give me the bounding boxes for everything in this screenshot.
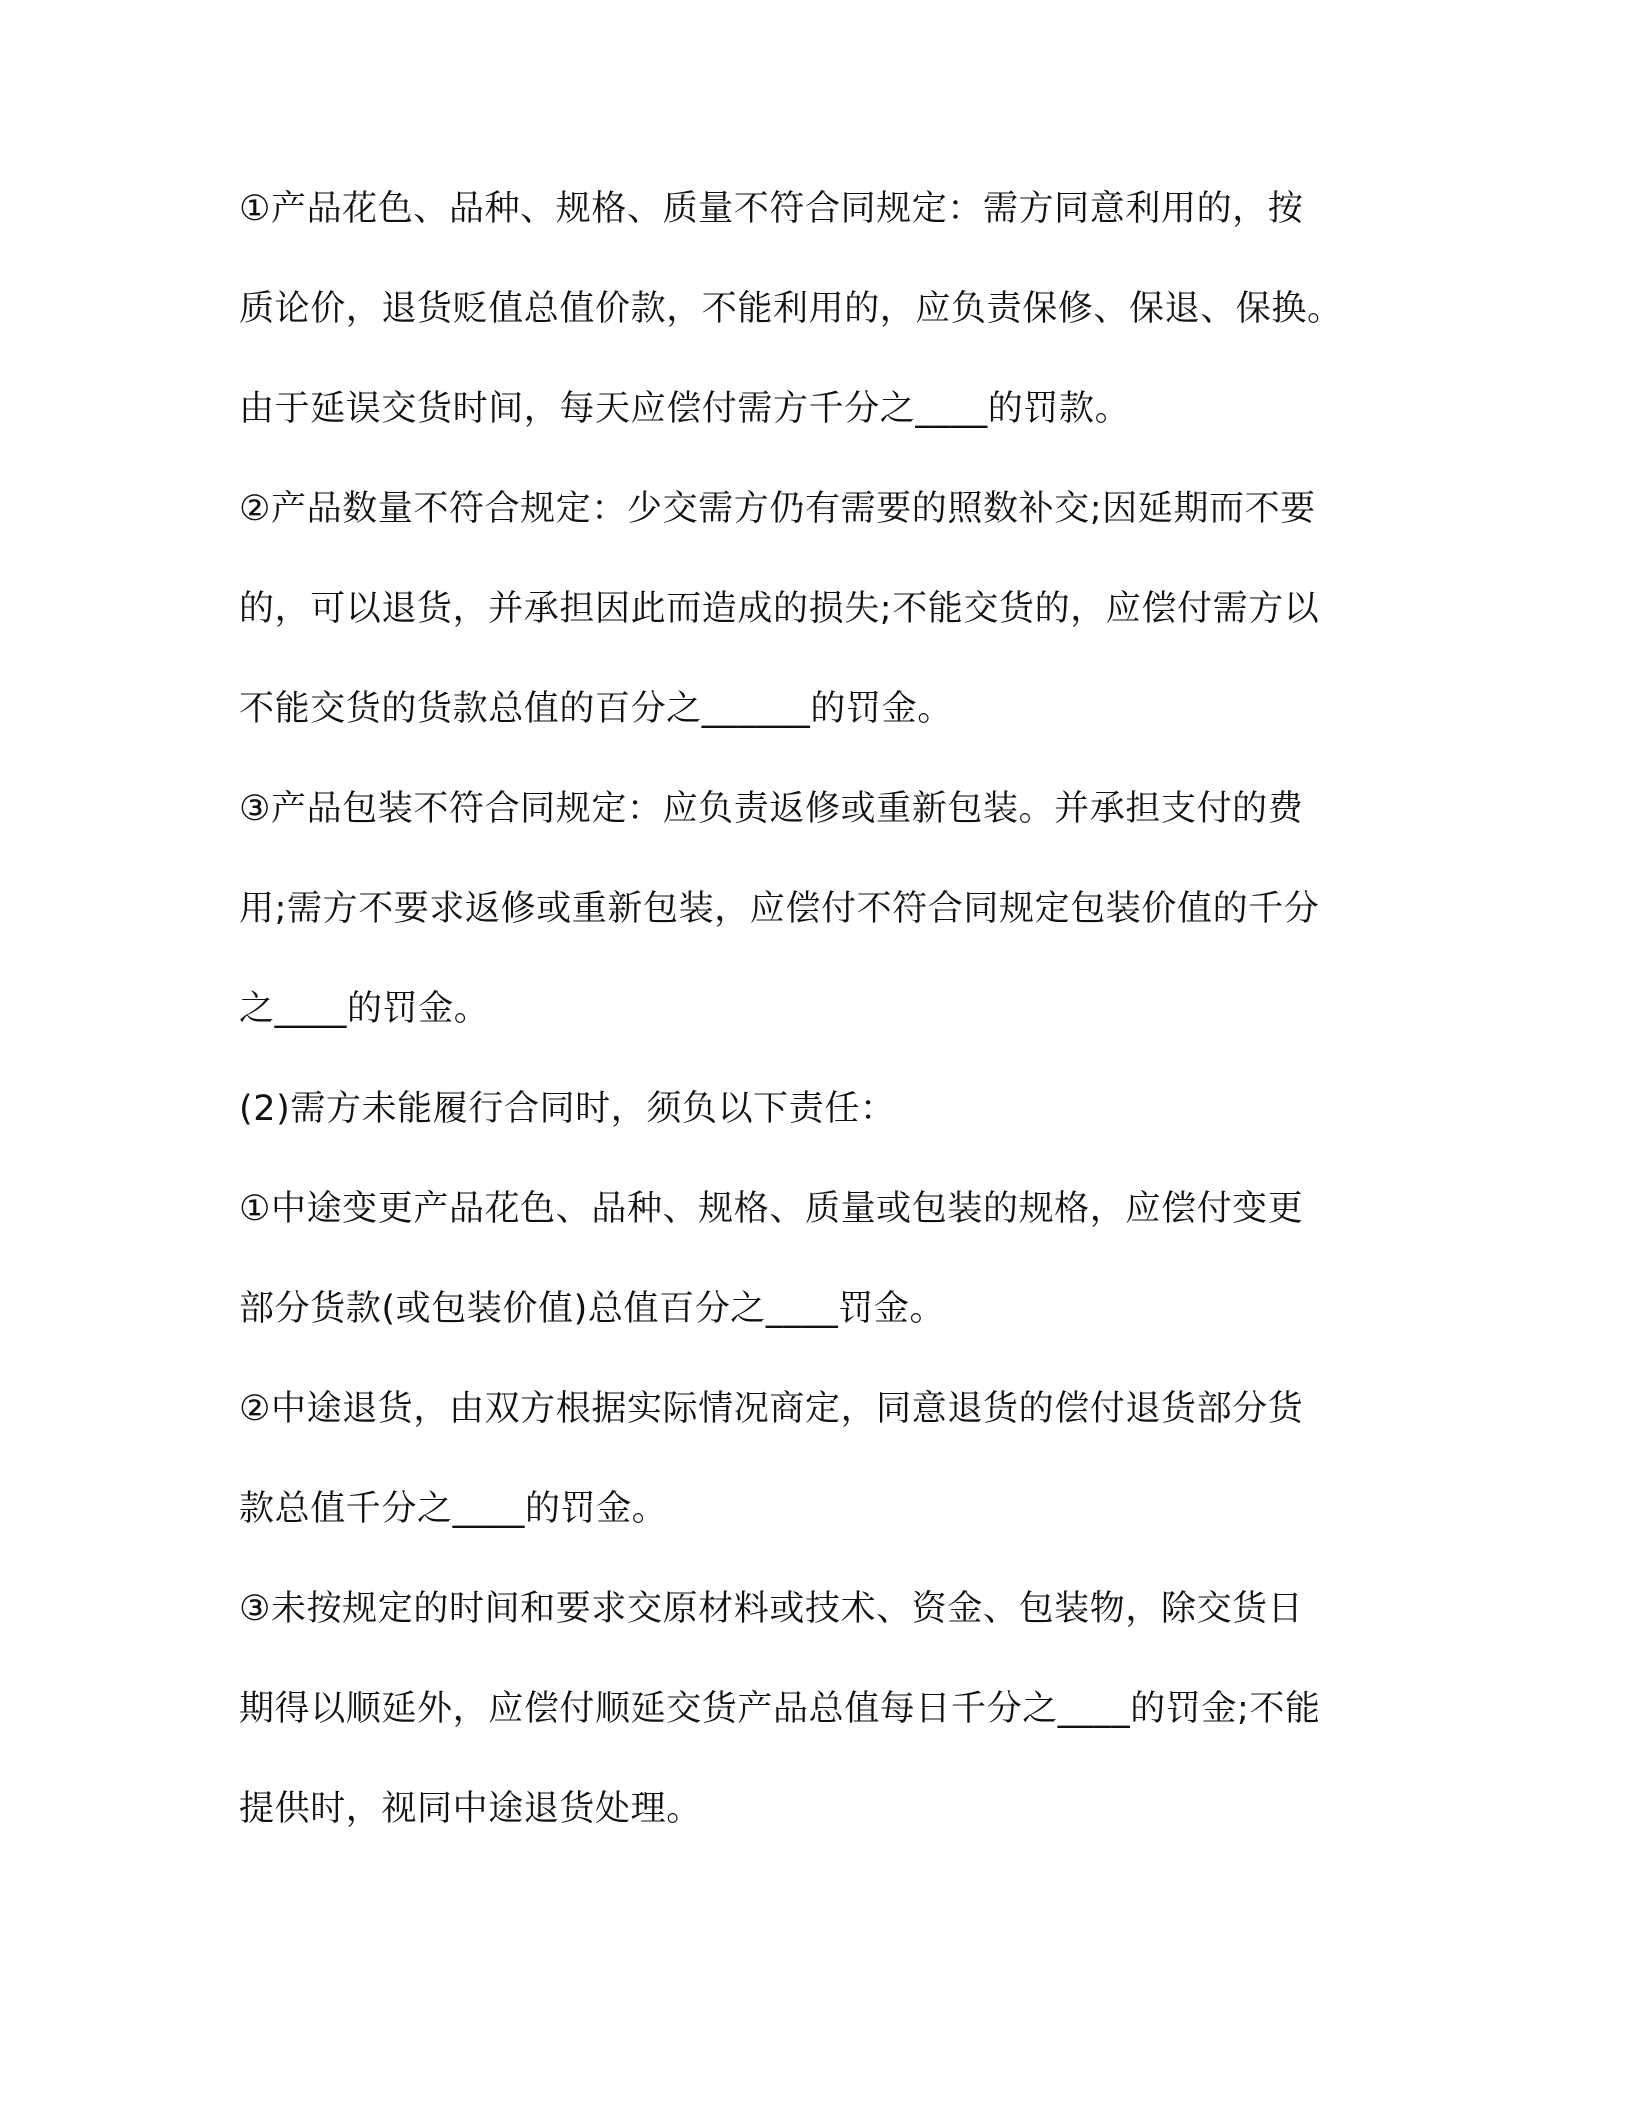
- section-heading: (2)需方未能履行合同时，须负以下责任：: [239, 1089, 896, 1129]
- text-line: 期得以顺延外，应偿付顺延交货产品总值每日千分之____的罚金;不能: [239, 1689, 1321, 1729]
- text-line: ②产品数量不符合规定：少交需方仍有需要的照数补交;因延期而不要: [239, 489, 1316, 529]
- text-line: 不能交货的货款总值的百分之______的罚金。: [239, 689, 953, 729]
- text-line: 提供时，视同中途退货处理。: [239, 1789, 702, 1829]
- text-line: 款总值千分之____的罚金。: [239, 1489, 668, 1529]
- text-line: 用;需方不要求返修或重新包装，应偿付不符合同规定包装价值的千分: [239, 889, 1320, 929]
- text-line: 之____的罚金。: [239, 989, 490, 1029]
- text-line: ①产品花色、品种、规格、质量不符合同规定：需方同意利用的，按: [239, 189, 1304, 229]
- text-line: 由于延误交货时间，每天应偿付需方千分之____的罚款。: [239, 389, 1131, 429]
- text-line: ③产品包装不符合同规定：应负责返修或重新包装。并承担支付的费: [239, 789, 1304, 829]
- text-line: 的，可以退货，并承担因此而造成的损失;不能交货的，应偿付需方以: [239, 589, 1320, 629]
- text-line: ③未按规定的时间和要求交原材料或技术、资金、包装物，除交货日: [239, 1589, 1304, 1629]
- text-line: 部分货款(或包装价值)总值百分之____罚金。: [239, 1289, 946, 1329]
- document-body: [239, 184, 1399, 1884]
- text-line: ①中途变更产品花色、品种、规格、质量或包装的规格，应偿付变更: [239, 1189, 1304, 1229]
- text-line: 质论价，退货贬值总值价款，不能利用的，应负责保修、保退、保换。: [239, 289, 1343, 329]
- text-line: ②中途退货，由双方根据实际情况商定，同意退货的偿付退货部分货: [239, 1389, 1304, 1429]
